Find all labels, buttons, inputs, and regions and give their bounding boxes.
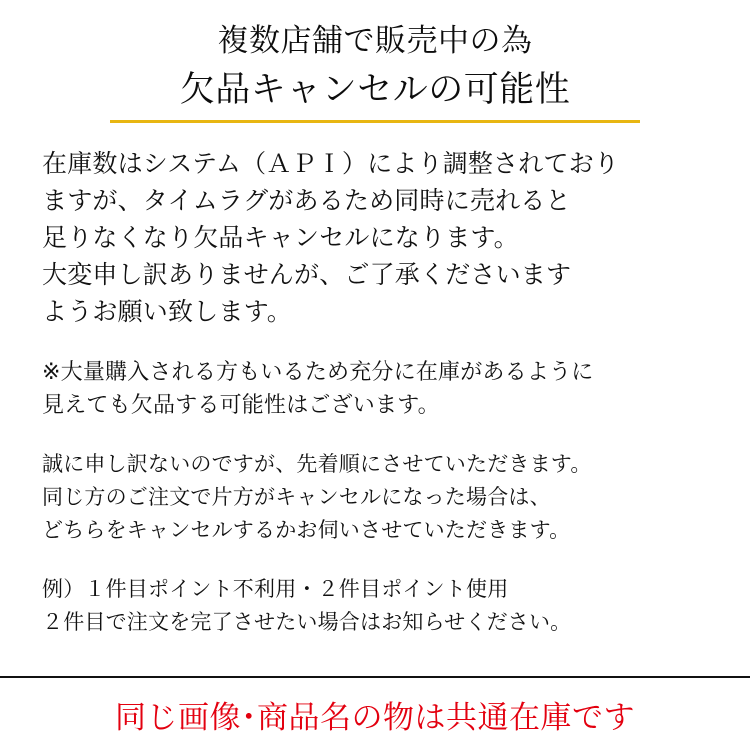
- footer-notice-text: 同じ画像･商品名の物は共通在庫です: [115, 699, 635, 736]
- footer-banner: [0, 676, 750, 750]
- paragraph-bulk-purchase-notice: [42, 356, 708, 422]
- paragraph-line: 大変申し訳ありませんが、ご了承くださいます: [42, 260, 572, 289]
- paragraph-first-come-notice: [42, 448, 708, 547]
- paragraph-line: ２件目で注文を完了させたい場合はお知らせください。: [42, 610, 572, 634]
- paragraph-line: どちらをキャンセルするかお伺いさせていただきます。: [42, 518, 571, 542]
- paragraph-stock-api-notice: [42, 145, 708, 330]
- notice-body: [0, 123, 750, 639]
- paragraph-example-notice: [42, 573, 708, 639]
- paragraph-line: 足りなくなり欠品キャンセルになります。: [42, 223, 519, 252]
- paragraph-line: ようお願い致します。: [42, 297, 293, 326]
- paragraph-line: 在庫数はシステム（ＡＰＩ）により調整されており: [42, 149, 620, 178]
- paragraph-line: 同じ方のご注文で片方がキャンセルになった場合は、: [42, 485, 551, 509]
- page-heading: [0, 0, 750, 123]
- heading-line-1: 複数店舗で販売中の為: [217, 23, 533, 59]
- paragraph-line: 例）１件目ポイント不利用・２件目ポイント使用: [42, 577, 509, 601]
- paragraph-line: ※大量購入される方もいるため充分に在庫があるように: [42, 360, 594, 385]
- paragraph-line: ますが、タイムラグがあるため同時に売れると: [42, 186, 571, 215]
- paragraph-line: 誠に申し訳ないのですが、先着順にさせていただきます。: [42, 452, 592, 476]
- heading-line-2: 欠品キャンセルの可能性: [179, 70, 571, 110]
- paragraph-line: 見えても欠品する可能性はございます。: [42, 393, 440, 418]
